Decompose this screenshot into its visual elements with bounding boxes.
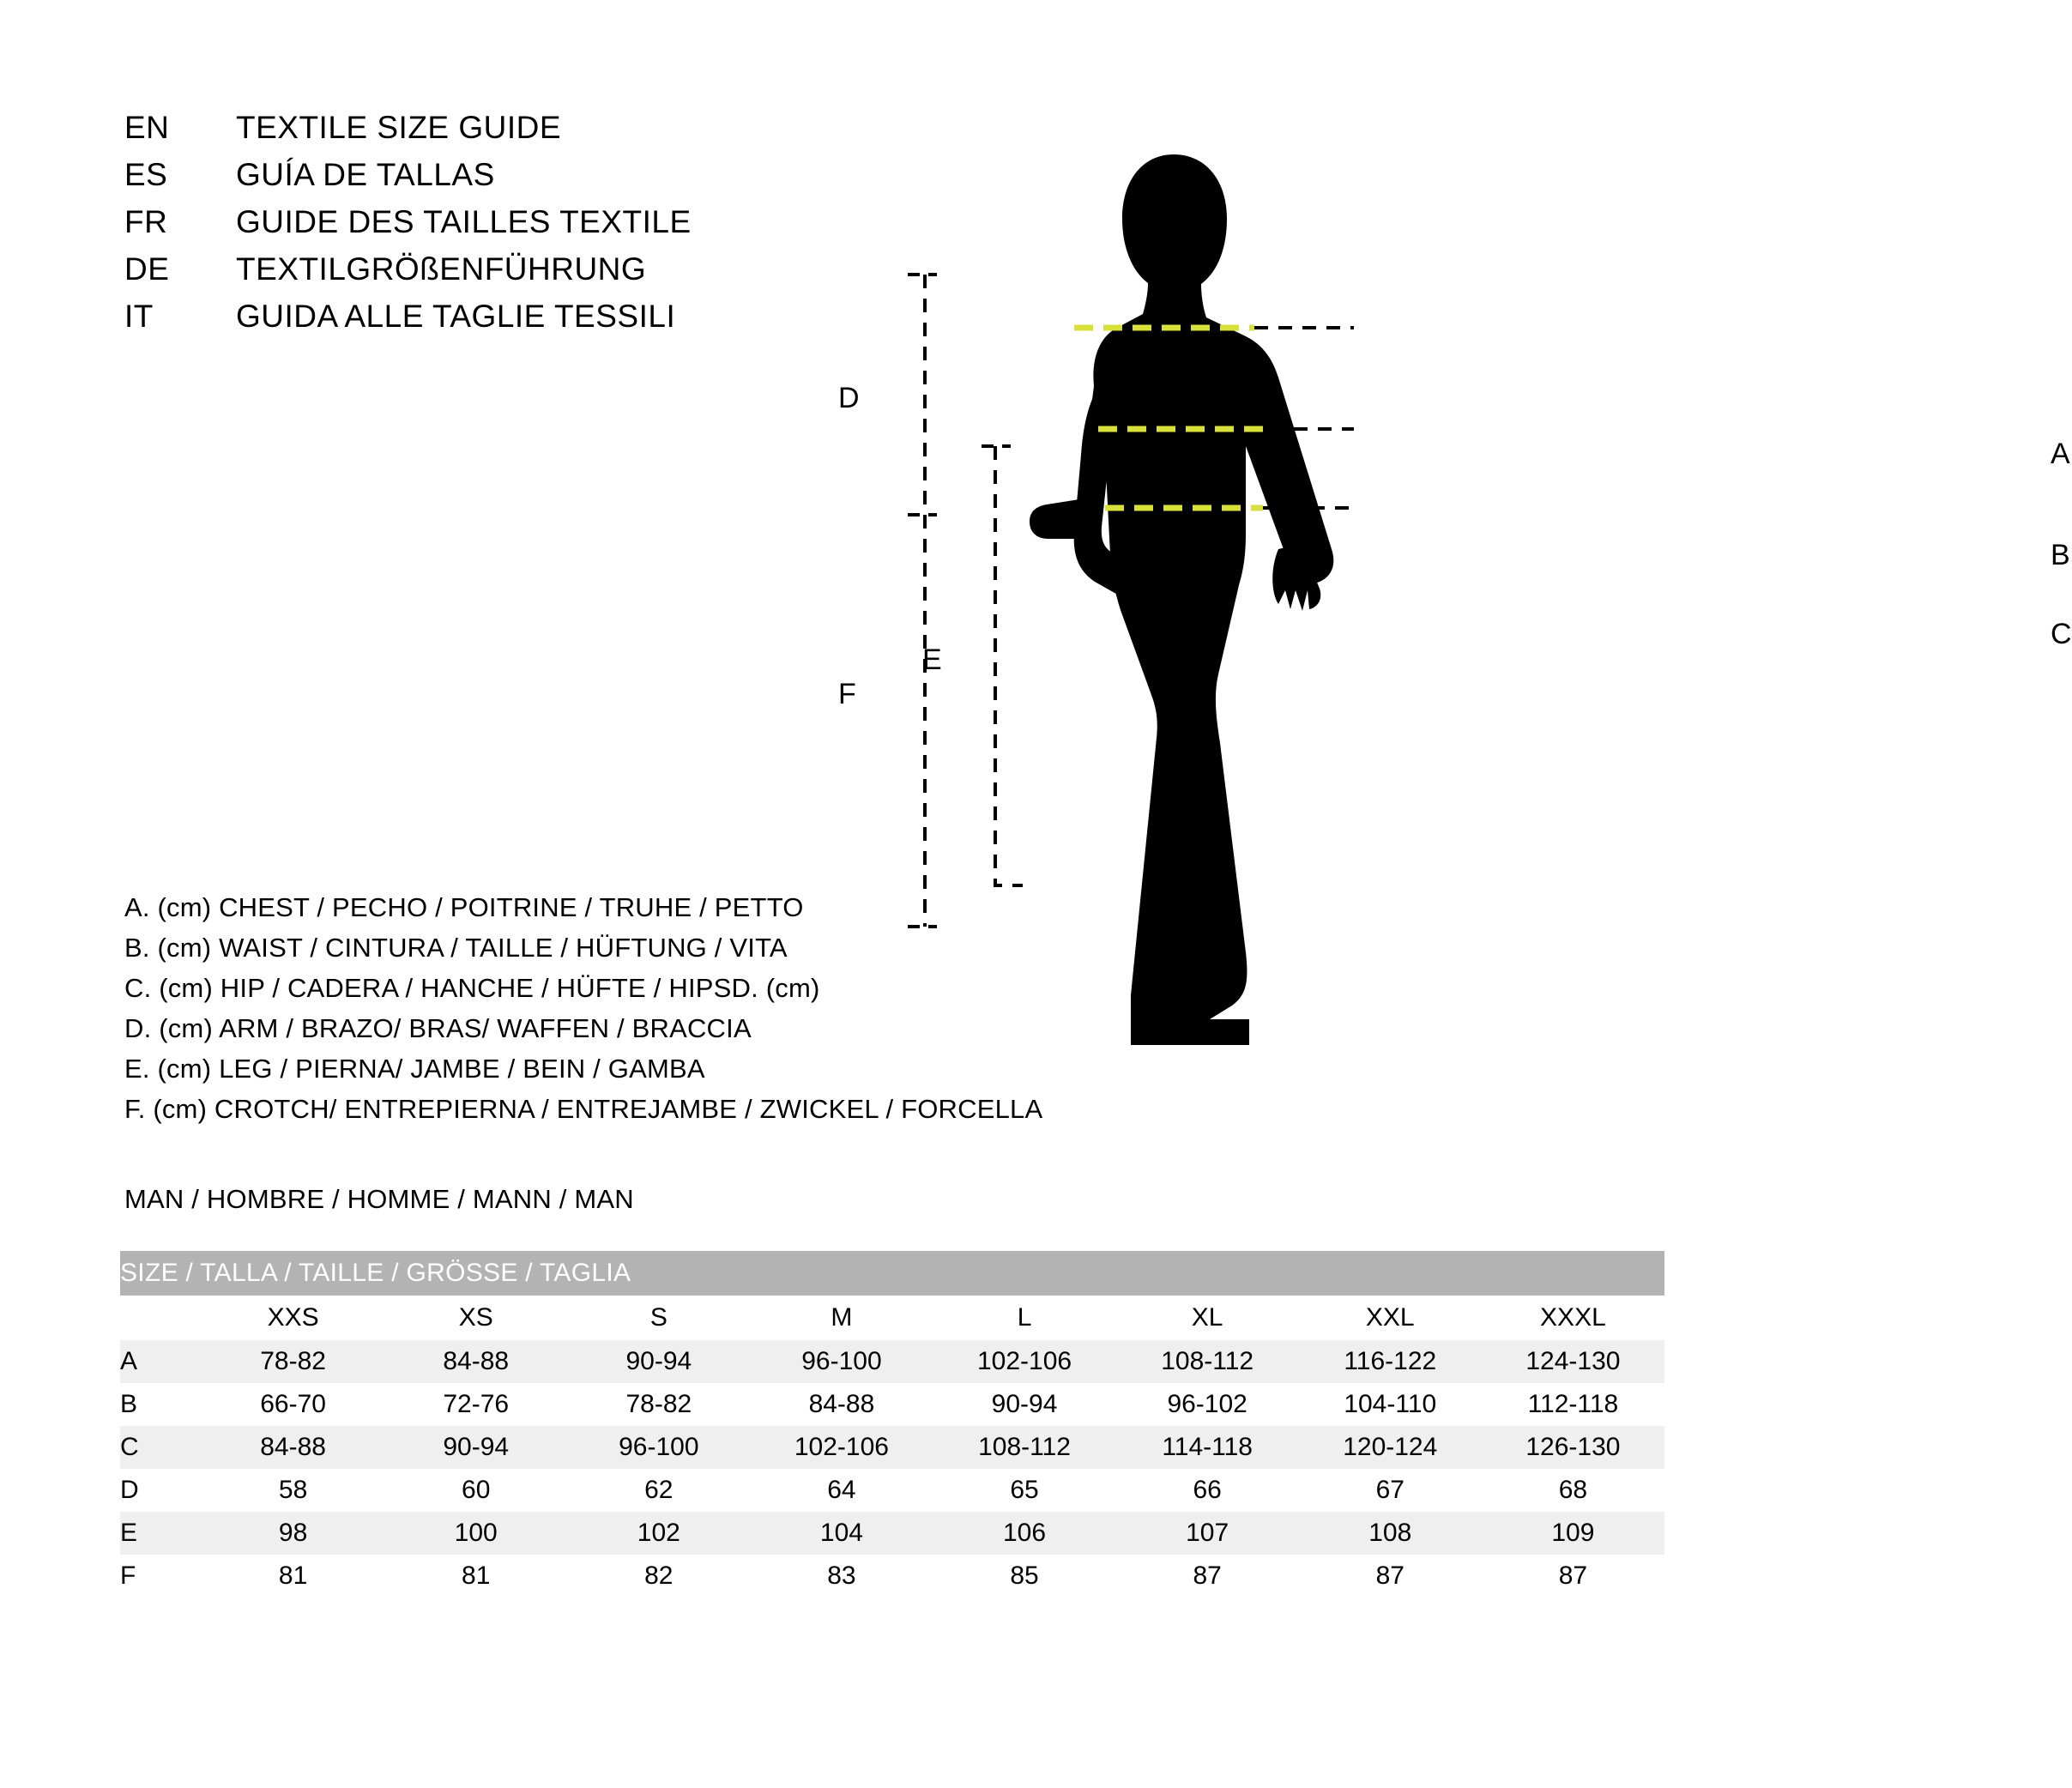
label-e: E <box>922 643 942 676</box>
gender-label: MAN / HOMBRE / HOMME / MANN / MAN <box>124 1184 634 1214</box>
label-c: C <box>2051 618 2072 650</box>
cell-b-m: 84-88 <box>808 1390 875 1418</box>
cell-a-l: 102-106 <box>933 1340 1115 1383</box>
table-row <box>120 1340 1664 1383</box>
cell-a-xs: 84-88 <box>384 1340 567 1383</box>
legend-item-d: D. (cm) ARM / BRAZO/ BRAS/ WAFFEN / BRACCIA <box>124 1013 752 1043</box>
cell-f-s: 82 <box>644 1561 674 1590</box>
row-label-f: F <box>120 1561 136 1590</box>
cell-d-s: 62 <box>644 1476 674 1504</box>
title-text-it: GUIDA ALLE TAGLIE TESSILI <box>236 299 676 334</box>
cell-c-xxl: 120-124 <box>1299 1426 1482 1469</box>
legend-item-f: F. (cm) CROTCH/ ENTREPIERNA / ENTREJAMBE / ZWICKEL / FORCELLA <box>124 1094 1043 1124</box>
cell-c-m: 102-106 <box>750 1426 933 1469</box>
leg-dimension-line <box>995 446 1023 885</box>
title-row <box>124 251 692 299</box>
title-lang-de: DE <box>124 251 170 287</box>
cell-e-m: 104 <box>750 1512 933 1555</box>
table-header-row <box>120 1251 1664 1296</box>
cell-a-xxs: 78-82 <box>202 1340 384 1383</box>
cell-e-xxxl: 109 <box>1482 1512 1664 1555</box>
row-label-c: C <box>120 1426 202 1469</box>
title-text-fr: GUIDE DES TAILLES TEXTILE <box>236 204 692 239</box>
title-row <box>124 299 692 346</box>
cell-b-s: 78-82 <box>625 1390 692 1418</box>
table-row <box>120 1469 1664 1512</box>
size-col-l: L <box>1017 1303 1032 1332</box>
cell-b-xxs: 66-70 <box>260 1390 326 1418</box>
legend-item-c: C. (cm) HIP / CADERA / HANCHE / HÜFTE / HIPSD. (cm) <box>124 973 820 1003</box>
cell-f-xxxl: 87 <box>1558 1561 1588 1590</box>
cell-e-xxs: 98 <box>202 1512 384 1555</box>
table-sizes-row <box>120 1296 1664 1340</box>
cell-d-xs: 60 <box>462 1476 491 1504</box>
title-row <box>124 204 692 251</box>
table-row <box>120 1426 1664 1469</box>
cell-a-xl: 108-112 <box>1116 1340 1299 1383</box>
size-col-s: S <box>649 1303 668 1332</box>
cell-f-xxl: 87 <box>1375 1561 1404 1590</box>
title-row <box>124 157 692 204</box>
row-label-d: D <box>120 1476 139 1504</box>
cell-f-m: 83 <box>827 1561 856 1590</box>
title-lang-es: ES <box>124 157 168 192</box>
row-label-e: E <box>120 1512 202 1555</box>
title-text-de: TEXTILGRÖßENFÜHRUNG <box>236 251 647 287</box>
legend-item-a: A. (cm) CHEST / PECHO / POITRINE / TRUHE / PETTO <box>124 892 804 922</box>
size-col-xl: XL <box>1191 1303 1223 1332</box>
cell-f-xs: 81 <box>462 1561 491 1590</box>
table-row <box>120 1512 1664 1555</box>
cell-d-xxl: 67 <box>1375 1476 1404 1504</box>
size-table <box>120 1251 1664 1598</box>
cell-a-s: 90-94 <box>567 1340 750 1383</box>
table-row <box>120 1383 1664 1426</box>
sizes-row-corner <box>120 1296 202 1340</box>
title-lang-it: IT <box>124 299 154 334</box>
cell-d-xxxl: 68 <box>1558 1476 1588 1504</box>
label-a: A <box>2051 438 2070 470</box>
cell-e-xs: 100 <box>384 1512 567 1555</box>
cell-e-xl: 107 <box>1116 1512 1299 1555</box>
cell-e-xxl: 108 <box>1299 1512 1482 1555</box>
title-lang-fr: FR <box>124 204 168 239</box>
title-lang-en: EN <box>124 110 170 145</box>
cell-c-xl: 114-118 <box>1116 1426 1299 1469</box>
title-block <box>124 110 692 346</box>
title-text-en: TEXTILE SIZE GUIDE <box>236 110 562 145</box>
table-row <box>120 1555 1664 1598</box>
cell-a-m: 96-100 <box>750 1340 933 1383</box>
label-b: B <box>2051 539 2070 571</box>
legend-item-b: B. (cm) WAIST / CINTURA / TAILLE / HÜFTUNG / VITA <box>124 933 788 963</box>
silhouette-figure-icon <box>944 86 1716 1158</box>
cell-f-xl: 87 <box>1193 1561 1222 1590</box>
title-row <box>124 110 692 157</box>
label-d: D <box>838 382 860 414</box>
cell-f-l: 85 <box>1010 1561 1039 1590</box>
cell-b-xs: 72-76 <box>443 1390 510 1418</box>
size-col-xxl: XXL <box>1365 1303 1415 1332</box>
legend-item-e: E. (cm) LEG / PIERNA/ JAMBE / BEIN / GAMBA <box>124 1054 705 1084</box>
cell-c-xxs: 84-88 <box>202 1426 384 1469</box>
measurement-legend <box>124 892 1042 1134</box>
cell-f-xxs: 81 <box>278 1561 308 1590</box>
cell-c-xs: 90-94 <box>384 1426 567 1469</box>
size-col-m: M <box>831 1303 853 1332</box>
size-diagram <box>838 86 2072 1158</box>
cell-c-l: 108-112 <box>933 1426 1115 1469</box>
row-label-a: A <box>120 1340 202 1383</box>
size-col-xxs: XXS <box>267 1303 319 1332</box>
cell-a-xxl: 116-122 <box>1299 1340 1482 1383</box>
cell-d-xxs: 58 <box>278 1476 308 1504</box>
row-label-b: B <box>120 1390 138 1418</box>
table-header-title: SIZE / TALLA / TAILLE / GRÖSSE / TAGLIA <box>120 1251 1664 1296</box>
cell-b-xxxl: 112-118 <box>1527 1390 1619 1418</box>
cell-e-s: 102 <box>567 1512 750 1555</box>
cell-d-xl: 66 <box>1193 1476 1222 1504</box>
size-col-xs: XS <box>458 1303 493 1332</box>
cell-a-xxxl: 124-130 <box>1482 1340 1664 1383</box>
cell-c-xxxl: 126-130 <box>1482 1426 1664 1469</box>
title-text-es: GUÍA DE TALLAS <box>236 157 495 192</box>
cell-e-l: 106 <box>933 1512 1115 1555</box>
cell-d-m: 64 <box>827 1476 856 1504</box>
cell-c-s: 96-100 <box>567 1426 750 1469</box>
cell-b-xxl: 104-110 <box>1344 1390 1437 1418</box>
cell-b-xl: 96-102 <box>1167 1390 1247 1418</box>
size-col-xxxl: XXXL <box>1540 1303 1606 1332</box>
label-f: F <box>838 678 856 710</box>
cell-d-l: 65 <box>1010 1476 1039 1504</box>
cell-b-l: 90-94 <box>991 1390 1058 1418</box>
